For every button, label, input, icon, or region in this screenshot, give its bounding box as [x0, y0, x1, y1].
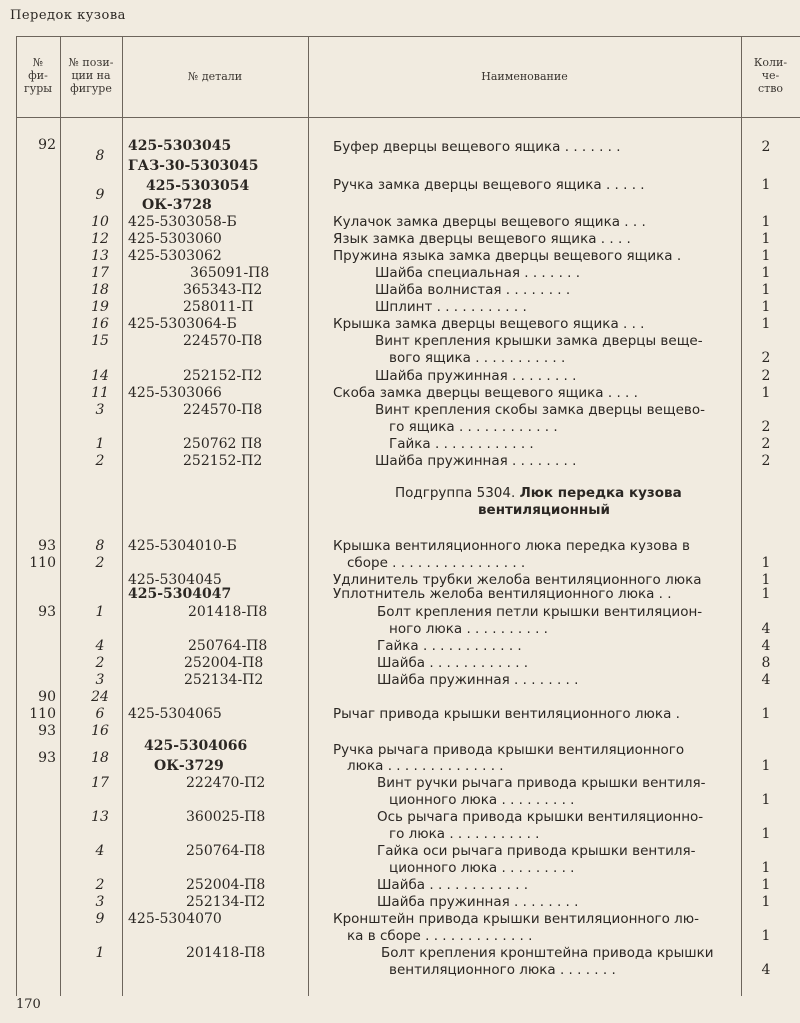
quantity: 1	[761, 792, 771, 808]
part-number: 425-5304065	[128, 706, 222, 722]
part-number: 252004-П8	[184, 655, 264, 671]
part-name: Гайка оси рычага привода крышки вентиля-	[377, 843, 696, 859]
part-number: 224570-П8	[183, 402, 263, 418]
part-number: 425-5303058-Б	[128, 214, 237, 230]
part-number: ОК-3728	[142, 197, 212, 213]
subgroup-title: Люк передка кузова	[519, 485, 682, 501]
subgroup-heading	[478, 502, 610, 518]
quantity: 1	[761, 572, 771, 588]
part-number: 365343-П2	[183, 282, 263, 298]
quantity: 1	[761, 265, 771, 281]
part-number: 425-5304047	[128, 586, 232, 602]
figure-number: 93	[38, 723, 56, 739]
part-name: Гайка . . . . . . . . . . . .	[389, 436, 534, 452]
table-border-left	[16, 36, 17, 996]
part-number: 250764-П8	[186, 843, 266, 859]
part-name: Буфер дверцы вещевого ящика . . . . . . .	[333, 139, 621, 155]
quantity: 1	[761, 385, 771, 401]
position-number: 18	[91, 750, 109, 766]
table-top-rule	[16, 36, 800, 37]
quantity: 2	[761, 350, 771, 366]
position-number: 19	[91, 299, 109, 315]
part-name: Шайба . . . . . . . . . . . .	[377, 877, 529, 893]
position-number: 2	[95, 453, 105, 469]
position-number: 17	[91, 775, 109, 791]
part-name: Ручка рычага привода крышки вентиляционного	[333, 742, 685, 758]
position-number: 4	[95, 843, 105, 859]
part-number: 252134-П2	[186, 894, 266, 910]
quantity: 1	[761, 877, 771, 893]
part-name: го люка . . . . . . . . . . .	[389, 826, 540, 842]
part-name: Уплотнитель желоба вентиляционного люка . .	[333, 586, 672, 602]
part-number: 250762 П8	[183, 436, 263, 452]
quantity: 1	[761, 316, 771, 332]
subgroup-number: Подгруппа 5304.	[395, 485, 520, 501]
part-number: 365091-П8	[190, 265, 270, 281]
quantity: 1	[761, 231, 771, 247]
part-name: ка в сборе . . . . . . . . . . . . .	[347, 928, 533, 944]
part-name: Шайба пружинная . . . . . . . .	[377, 672, 579, 688]
part-number: 425-5303045	[128, 138, 232, 154]
part-name: ционного люка . . . . . . . . .	[389, 860, 575, 876]
quantity: 2	[761, 436, 771, 452]
part-number: 252134-П2	[184, 672, 264, 688]
position-number: 4	[95, 638, 105, 654]
position-number: 6	[95, 706, 105, 722]
part-number: 252152-П2	[183, 368, 263, 384]
part-name: Рычаг привода крышки вентиляционного люка .	[333, 706, 680, 722]
part-name: ционного люка . . . . . . . . .	[389, 792, 575, 808]
part-name: Ось рычага привода крышки вентиляционно-	[377, 809, 704, 825]
figure-number: 93	[38, 538, 56, 554]
column-divider	[60, 36, 61, 996]
part-number: 425-5303062	[128, 248, 222, 264]
position-number: 15	[91, 333, 109, 349]
part-number: 360025-П8	[186, 809, 266, 825]
part-name: вентиляционного люка . . . . . . .	[389, 962, 616, 978]
quantity: 4	[761, 621, 771, 637]
part-name: Шайба . . . . . . . . . . . .	[377, 655, 529, 671]
part-name: Болт крепления петли крышки вентиляцион-	[377, 604, 703, 620]
part-number: 425-5304070	[128, 911, 222, 927]
part-number: 258011-П	[183, 299, 254, 315]
part-name: Шайба пружинная . . . . . . . .	[377, 894, 579, 910]
part-name: Шайба волнистая . . . . . . . .	[375, 282, 571, 298]
position-number: 18	[91, 282, 109, 298]
quantity: 2	[761, 368, 771, 384]
quantity: 2	[761, 139, 771, 155]
position-number: 2	[95, 877, 105, 893]
part-number: 250764-П8	[188, 638, 268, 654]
col-header-figure: № фи- гуры	[23, 56, 53, 95]
part-number: 425-5304066	[144, 738, 248, 754]
col-header-position: № пози- ции на фигуре	[68, 56, 114, 95]
part-name: Болт крепления кронштейна привода крышки	[381, 945, 714, 961]
quantity: 8	[761, 655, 771, 671]
part-name: Ручка замка дверцы вещевого ящика . . . . .	[333, 177, 645, 193]
quantity: 2	[761, 453, 771, 469]
figure-number: 90	[38, 689, 56, 705]
position-number: 8	[95, 148, 105, 164]
position-number: 24	[91, 689, 109, 705]
position-number: 12	[91, 231, 109, 247]
position-number: 1	[95, 436, 105, 452]
quantity: 1	[761, 894, 771, 910]
position-number: 3	[95, 894, 105, 910]
position-number: 3	[95, 402, 105, 418]
part-number: 425-5303064-Б	[128, 316, 237, 332]
quantity: 1	[761, 177, 771, 193]
quantity: 1	[761, 860, 771, 876]
part-name: Шайба пружинная . . . . . . . .	[375, 453, 577, 469]
quantity: 1	[761, 586, 771, 602]
position-number: 9	[95, 187, 105, 203]
figure-number: 92	[38, 137, 56, 153]
position-number: 2	[95, 655, 105, 671]
subgroup-heading	[395, 485, 682, 501]
col-header-quantity: Коли- че- ство	[753, 56, 788, 95]
quantity: 1	[761, 299, 771, 315]
part-number: 201418-П8	[186, 945, 266, 961]
position-number: 1	[95, 604, 105, 620]
quantity: 1	[761, 928, 771, 944]
part-name: вого ящика . . . . . . . . . . .	[389, 350, 566, 366]
quantity: 1	[761, 758, 771, 774]
quantity: 4	[761, 672, 771, 688]
part-name: Винт крепления крышки замка дверцы веще-	[375, 333, 703, 349]
part-number: 201418-П8	[188, 604, 268, 620]
position-number: 10	[91, 214, 109, 230]
part-number: 425-5303060	[128, 231, 222, 247]
part-number: 222470-П2	[186, 775, 266, 791]
part-name: Удлинитель трубки желоба вентиляционного люка	[333, 572, 702, 588]
part-name: Язык замка дверцы вещевого ящика . . . .	[333, 231, 631, 247]
part-name: ного люка . . . . . . . . . .	[389, 621, 548, 637]
column-divider	[741, 36, 742, 996]
position-number: 9	[95, 911, 105, 927]
part-number: ГАЗ-30-5303045	[128, 158, 259, 174]
subgroup-title: вентиляционный	[478, 502, 610, 518]
position-number: 1	[95, 945, 105, 961]
part-number: 425-5304010-Б	[128, 538, 237, 554]
part-name: Гайка . . . . . . . . . . . .	[377, 638, 522, 654]
col-header-name: Наименование	[481, 70, 568, 83]
quantity: 1	[761, 214, 771, 230]
part-number: 252152-П2	[183, 453, 263, 469]
part-name: люка . . . . . . . . . . . . . .	[347, 758, 504, 774]
figure-number: 93	[38, 750, 56, 766]
part-name: го ящика . . . . . . . . . . . .	[389, 419, 558, 435]
part-name: Винт крепления скобы замка дверцы вещево-	[375, 402, 705, 418]
position-number: 13	[91, 809, 109, 825]
position-number: 16	[91, 723, 109, 739]
position-number: 11	[91, 385, 109, 401]
part-name: Скоба замка дверцы вещевого ящика . . . .	[333, 385, 638, 401]
figure-number: 93	[38, 604, 56, 620]
position-number: 2	[95, 555, 105, 571]
part-number: ОК-3729	[154, 758, 224, 774]
part-name: Шплинт . . . . . . . . . . .	[375, 299, 527, 315]
column-divider	[308, 36, 309, 996]
part-name: Шайба пружинная . . . . . . . .	[375, 368, 577, 384]
figure-number: 110	[29, 555, 56, 571]
part-number: 252004-П8	[186, 877, 266, 893]
part-number: 425-5304045	[128, 572, 222, 588]
part-name: Крышка вентиляционного люка передка кузова в	[333, 538, 690, 554]
part-name: Шайба специальная . . . . . . .	[375, 265, 581, 281]
part-name: Кулачок замка дверцы вещевого ящика . . .	[333, 214, 646, 230]
position-number: 17	[91, 265, 109, 281]
header-rule	[16, 117, 800, 118]
position-number: 14	[91, 368, 109, 384]
position-number: 16	[91, 316, 109, 332]
part-name: Винт ручки рычага привода крышки вентиля-	[377, 775, 706, 791]
part-name: Крышка замка дверцы вещевого ящика . . .	[333, 316, 645, 332]
position-number: 13	[91, 248, 109, 264]
quantity: 1	[761, 706, 771, 722]
quantity: 2	[761, 419, 771, 435]
part-number: 425-5303066	[128, 385, 222, 401]
part-name: Пружина языка замка дверцы вещевого ящика .	[333, 248, 682, 264]
part-number: 425-5303054	[146, 178, 250, 194]
part-name: сборе . . . . . . . . . . . . . . . .	[347, 555, 526, 571]
quantity: 1	[761, 282, 771, 298]
column-divider	[122, 36, 123, 996]
figure-number: 110	[29, 706, 56, 722]
part-number: 224570-П8	[183, 333, 263, 349]
col-header-part-number: № детали	[187, 70, 243, 83]
quantity: 1	[761, 826, 771, 842]
part-name: Кронштейн привода крышки вентиляционного лю-	[333, 911, 700, 927]
running-header: Передок кузова	[10, 8, 126, 23]
quantity: 1	[761, 555, 771, 571]
quantity: 1	[761, 248, 771, 264]
position-number: 3	[95, 672, 105, 688]
quantity: 4	[761, 962, 771, 978]
quantity: 4	[761, 638, 771, 654]
page-number: 170	[16, 997, 41, 1012]
position-number: 8	[95, 538, 105, 554]
